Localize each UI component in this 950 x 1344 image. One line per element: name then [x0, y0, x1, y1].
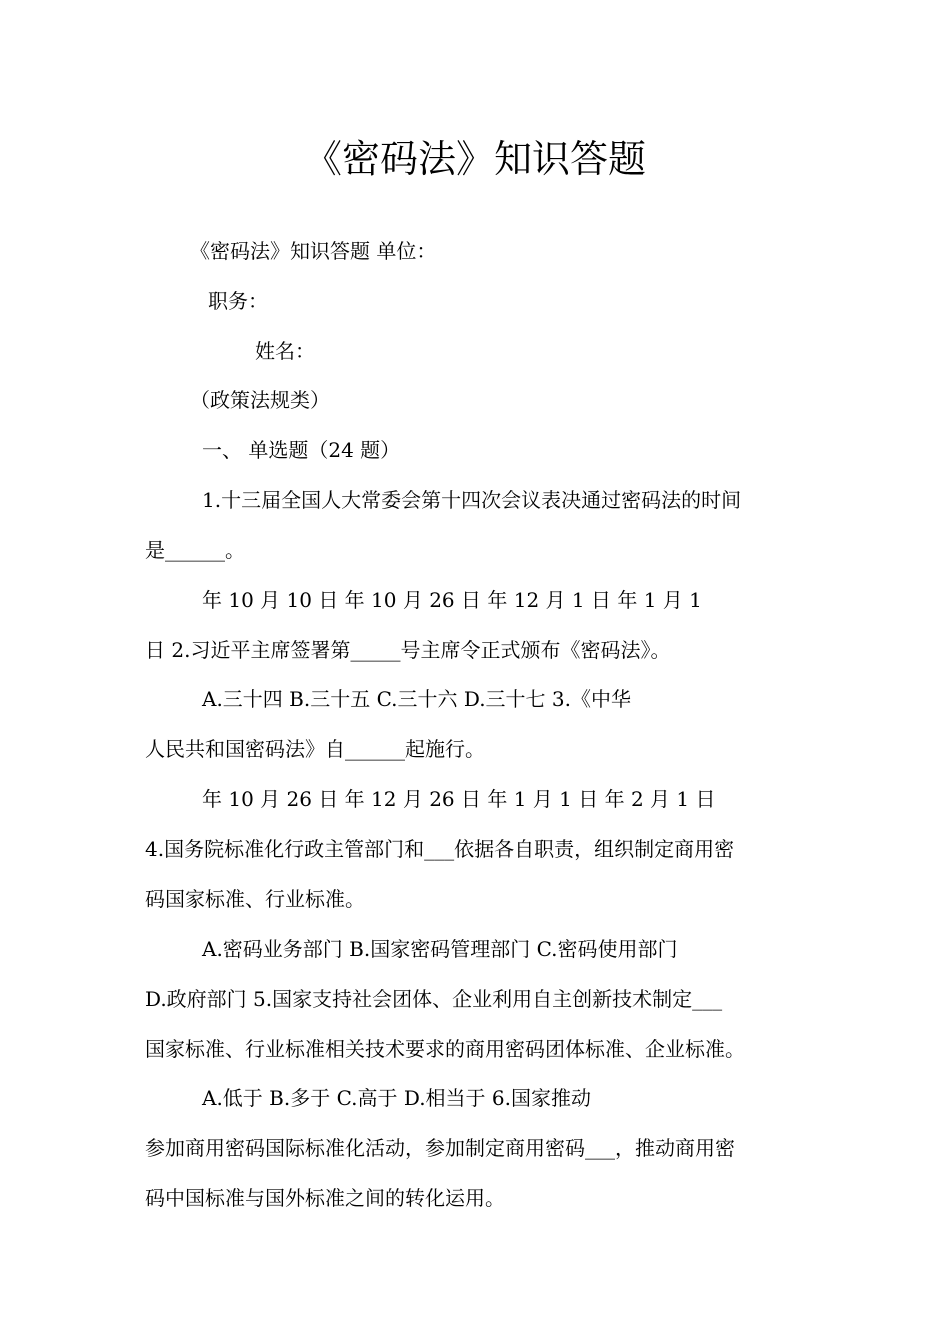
question-text-line: 码中国标准与国外标准之间的转化运用。: [145, 1186, 505, 1210]
answer-options-line: 年 10 月 10 日 年 10 月 26 日 年 12 月 1 日 年 1 月 1: [202, 588, 702, 612]
header-name-line: 姓名：: [255, 339, 315, 363]
answer-options-line: 年 10 月 26 日 年 12 月 26 日 年 1 月 1 日 年 2 月 1 日: [202, 787, 716, 811]
question-text-line: D.政府部门 5.国家支持社会团体、企业利用自主创新技术制定___: [145, 987, 723, 1011]
question-text-line: 是______。: [145, 538, 245, 562]
answer-options-line: A.三十四 B.三十五 C.三十六 D.三十七 3.《中华: [202, 687, 631, 711]
answer-options-line: A.低于 B.多于 C.高于 D.相当于 6.国家推动: [202, 1086, 591, 1110]
document-title: 《密码法》知识答题: [303, 137, 646, 181]
question-text-line: 日 2.习近平主席签署第_____号主席令正式颁布《密码法》。: [145, 638, 671, 662]
question-text-line: 码国家标准、行业标准。: [145, 887, 365, 911]
header-unit-line: 《密码法》知识答题 单位：: [190, 239, 437, 263]
category-label: （政策法规类）: [190, 388, 330, 412]
answer-options-line: A.密码业务部门 B.国家密码管理部门 C.密码使用部门: [202, 937, 678, 961]
question-text-line: 1.十三届全国人大常委会第十四次会议表决通过密码法的时间: [202, 488, 742, 512]
header-position-line: 职务：: [208, 289, 268, 313]
question-text-line: 人民共和国密码法》自______起施行。: [145, 737, 485, 761]
question-text-line: 参加商用密码国际标准化活动，参加制定商用密码___，推动商用密: [145, 1136, 735, 1160]
question-text-line: 国家标准、行业标准相关技术要求的商用密码团体标准、企业标准。: [145, 1037, 745, 1061]
question-text-line: 4.国务院标准化行政主管部门和___依据各自职责，组织制定商用密: [145, 837, 735, 861]
section-heading: 一、 单选题（24 题）: [202, 438, 401, 462]
